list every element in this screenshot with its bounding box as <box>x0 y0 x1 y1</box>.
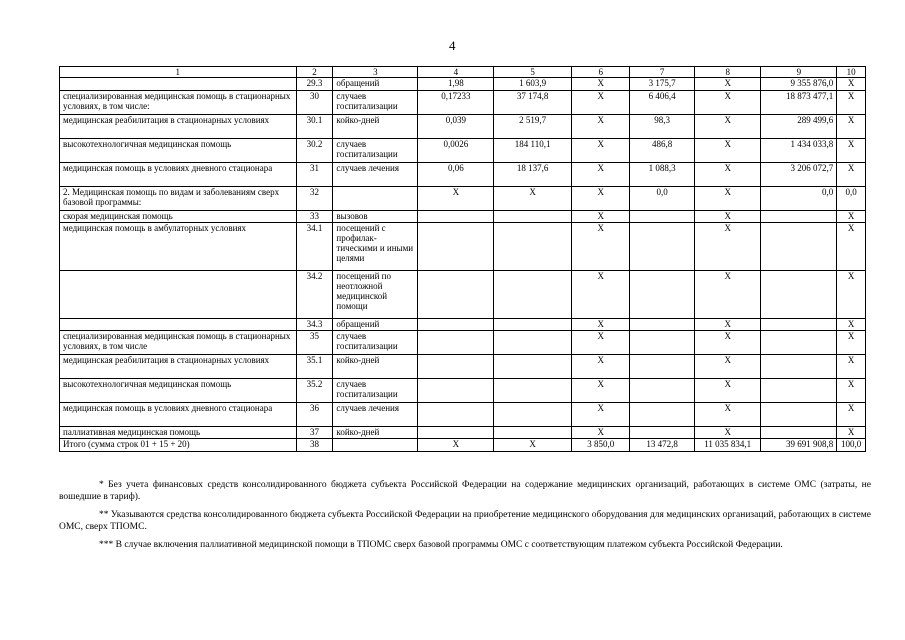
table-cell: X <box>837 211 866 223</box>
table-cell <box>418 355 494 379</box>
row-label-cell: 2. Медицинская помощь по видам и заболеваниям сверх базовой программы: <box>60 187 297 211</box>
table-cell: случаев госпитализации <box>333 379 418 403</box>
row-label-cell: медицинская помощь в условиях дневного стационара <box>60 403 297 427</box>
table-cell: 38 <box>296 439 333 452</box>
table-cell <box>761 271 837 319</box>
table-cell: 39 691 908,8 <box>761 439 837 452</box>
header-cell: 6 <box>572 67 630 78</box>
table-cell: X <box>572 91 630 115</box>
table-cell: X <box>837 427 866 439</box>
table-cell: X <box>837 78 866 91</box>
table-cell: 2 519,7 <box>494 115 572 139</box>
table-cell: X <box>572 187 630 211</box>
table-cell: X <box>572 331 630 355</box>
table-cell <box>494 271 572 319</box>
footnote-3: *** В случае включения паллиативной медицинской помощи в ТПОМС сверх базовой программы ОМС с соответствующим платежом субъекта Российской Федерации. <box>99 540 783 550</box>
table-cell: койко-дней <box>333 427 418 439</box>
footnotes <box>59 479 871 551</box>
table-cell: X <box>572 355 630 379</box>
table-cell: 289 499,6 <box>761 115 837 139</box>
table-cell <box>494 319 572 331</box>
table-cell <box>630 355 695 379</box>
table-cell: X <box>694 115 761 139</box>
row-label-cell <box>60 319 297 331</box>
table-cell: 29.3 <box>296 78 333 91</box>
table-cell: X <box>572 139 630 163</box>
table-cell <box>761 427 837 439</box>
table-cell: X <box>694 427 761 439</box>
table-cell: X <box>694 223 761 271</box>
row-label-cell: высокотехнологичная медицинская помощь <box>60 139 297 163</box>
table-cell: X <box>694 403 761 427</box>
table-row <box>60 379 866 403</box>
row-label-cell: специализированная медицинская помощь в стационарных условиях, в том числе: <box>60 91 297 115</box>
table-cell <box>630 271 695 319</box>
table-cell: 35.1 <box>296 355 333 379</box>
table-cell <box>494 379 572 403</box>
table-cell: вызовов <box>333 211 418 223</box>
table-cell: 33 <box>296 211 333 223</box>
table-cell: X <box>694 319 761 331</box>
header-cell: 8 <box>694 67 761 78</box>
table-cell <box>761 379 837 403</box>
table-cell: 18 137,6 <box>494 163 572 187</box>
table-cell <box>418 331 494 355</box>
table-cell: 32 <box>296 187 333 211</box>
table-cell: X <box>837 115 866 139</box>
header-cell: 4 <box>418 67 494 78</box>
table-cell <box>630 331 695 355</box>
row-label-cell <box>60 271 297 319</box>
table-cell: 37 <box>296 427 333 439</box>
table-cell: 1 603,9 <box>494 78 572 91</box>
table-cell <box>761 355 837 379</box>
table-cell <box>630 319 695 331</box>
table-cell <box>333 187 418 211</box>
table-cell: X <box>572 403 630 427</box>
table-cell: 9 355 876,0 <box>761 78 837 91</box>
table-cell: обращений <box>333 319 418 331</box>
table-cell: X <box>837 91 866 115</box>
table-cell: X <box>418 439 494 452</box>
table-row <box>60 163 866 187</box>
table-cell <box>494 211 572 223</box>
table-cell <box>494 355 572 379</box>
table-cell: посещений по неотложной медицинской помощи <box>333 271 418 319</box>
table-cell <box>494 403 572 427</box>
row-label-cell: паллиативная медицинская помощь <box>60 427 297 439</box>
table-cell <box>418 223 494 271</box>
table-cell: 30.2 <box>296 139 333 163</box>
table-cell: койко-дней <box>333 355 418 379</box>
header-cell: 1 <box>60 67 297 78</box>
table-row <box>60 91 866 115</box>
table-cell: X <box>694 331 761 355</box>
table-cell: X <box>694 379 761 403</box>
table-cell: случаев лечения <box>333 163 418 187</box>
table-cell: X <box>837 271 866 319</box>
table-cell: койко-дней <box>333 115 418 139</box>
table-cell: X <box>837 223 866 271</box>
table-row <box>60 439 866 452</box>
table-cell <box>630 223 695 271</box>
table-cell <box>418 319 494 331</box>
table-cell <box>418 403 494 427</box>
table-cell: X <box>837 379 866 403</box>
table-cell <box>630 403 695 427</box>
table-cell <box>418 379 494 403</box>
header-cell: 9 <box>761 67 837 78</box>
table-cell: X <box>572 211 630 223</box>
table-cell: 30.1 <box>296 115 333 139</box>
row-label-cell: специализированная медицинская помощь в стационарных условиях, в том числе <box>60 331 297 355</box>
table-cell: X <box>572 319 630 331</box>
table-cell <box>761 319 837 331</box>
table-cell: X <box>694 187 761 211</box>
table-cell: X <box>418 187 494 211</box>
table-cell: X <box>837 355 866 379</box>
table-cell <box>761 331 837 355</box>
table-cell: 100,0 <box>837 439 866 452</box>
table-cell <box>494 427 572 439</box>
row-label-cell: высокотехнологичная медицинская помощь <box>60 379 297 403</box>
table-cell: X <box>694 211 761 223</box>
footnote-2: ** Указываются средства консолидированного бюджета субъекта Российской Федерации на приобретение медицинского оборудования для медицинских организаций, работающих в системе ОМС, сверх ТПОМС. <box>59 510 871 532</box>
table-cell: X <box>694 91 761 115</box>
table-cell: случаев госпитализации <box>333 331 418 355</box>
table-cell: X <box>694 271 761 319</box>
table-cell: X <box>694 78 761 91</box>
table-cell: 486,8 <box>630 139 695 163</box>
table-cell: 30 <box>296 91 333 115</box>
table-cell: 3 850,0 <box>572 439 630 452</box>
table-row <box>60 427 866 439</box>
table-cell: X <box>572 223 630 271</box>
table-cell: 35.2 <box>296 379 333 403</box>
row-label-cell: Итого (сумма строк 01 + 15 + 20) <box>60 439 297 452</box>
table-row <box>60 78 866 91</box>
table-cell: 1,98 <box>418 78 494 91</box>
table-cell: случаев лечения <box>333 403 418 427</box>
header-row <box>60 67 866 78</box>
table-cell: X <box>837 139 866 163</box>
table-cell: 184 110,1 <box>494 139 572 163</box>
table-cell <box>494 331 572 355</box>
table-row <box>60 319 866 331</box>
financing-table <box>59 66 866 452</box>
header-cell: 10 <box>837 67 866 78</box>
table-cell <box>418 271 494 319</box>
table-cell: 13 472,8 <box>630 439 695 452</box>
table-cell: 0,0 <box>837 187 866 211</box>
row-label-cell: скорая медицинская помощь <box>60 211 297 223</box>
table-cell: X <box>837 403 866 427</box>
table-cell: X <box>494 439 572 452</box>
table-row <box>60 271 866 319</box>
table-cell: 18 873 477,1 <box>761 91 837 115</box>
table-row <box>60 115 866 139</box>
row-label-cell: медицинская реабилитация в стационарных условиях <box>60 115 297 139</box>
table-row <box>60 403 866 427</box>
table-cell: 11 035 834,1 <box>694 439 761 452</box>
table-cell: 35 <box>296 331 333 355</box>
table-cell: 0,0026 <box>418 139 494 163</box>
table-cell: X <box>837 331 866 355</box>
page-number: 4 <box>449 38 456 53</box>
table-row <box>60 355 866 379</box>
table-cell <box>494 223 572 271</box>
row-label-cell: медицинская реабилитация в стационарных условиях <box>60 355 297 379</box>
table-cell: 1 088,3 <box>630 163 695 187</box>
table-cell: 3 206 072,7 <box>761 163 837 187</box>
header-cell: 2 <box>296 67 333 78</box>
table-row <box>60 187 866 211</box>
table-cell <box>418 211 494 223</box>
table-cell: X <box>694 355 761 379</box>
table-cell: 37 174,8 <box>494 91 572 115</box>
footnote-1: * Без учета финансовых средств консолидированного бюджета субъекта Российской Федерации на содержание медицинских организаций, работающих в системе ОМС (затраты, не вошедшие в тариф). <box>59 480 871 502</box>
table-cell: случаев госпитализации <box>333 139 418 163</box>
table-cell: X <box>837 319 866 331</box>
table-cell: 98,3 <box>630 115 695 139</box>
table-cell <box>761 211 837 223</box>
table-row <box>60 139 866 163</box>
table-cell: посещений с профилак-тическими и иными целями <box>333 223 418 271</box>
table-cell: 0,0 <box>761 187 837 211</box>
table-cell <box>418 427 494 439</box>
header-cell: 7 <box>630 67 695 78</box>
table-row <box>60 331 866 355</box>
row-label-cell: медицинская помощь в амбулаторных условиях <box>60 223 297 271</box>
row-label-cell <box>60 78 297 91</box>
table-row <box>60 211 866 223</box>
header-cell: 3 <box>333 67 418 78</box>
table-cell <box>761 403 837 427</box>
table-cell: 0,0 <box>630 187 695 211</box>
table-row <box>60 223 866 271</box>
table-cell: обращений <box>333 78 418 91</box>
table-cell: 0,039 <box>418 115 494 139</box>
table-cell <box>630 379 695 403</box>
table-cell: X <box>694 139 761 163</box>
table-cell: 6 406,4 <box>630 91 695 115</box>
table-cell: 34.3 <box>296 319 333 331</box>
table-cell: X <box>572 163 630 187</box>
table-cell <box>761 223 837 271</box>
table-cell: X <box>837 163 866 187</box>
table-cell: X <box>694 163 761 187</box>
table-cell: X <box>572 271 630 319</box>
table-cell: 3 175,7 <box>630 78 695 91</box>
table-cell: 0,17233 <box>418 91 494 115</box>
table-cell <box>630 427 695 439</box>
table-cell: 31 <box>296 163 333 187</box>
table-cell: 36 <box>296 403 333 427</box>
table-cell <box>630 211 695 223</box>
table-cell: X <box>494 187 572 211</box>
table-cell: 34.2 <box>296 271 333 319</box>
table-cell: X <box>572 427 630 439</box>
table-cell: X <box>572 379 630 403</box>
table-cell <box>333 439 418 452</box>
header-cell: 5 <box>494 67 572 78</box>
row-label-cell: медицинская помощь в условиях дневного стационара <box>60 163 297 187</box>
table-cell: X <box>572 115 630 139</box>
table-cell: случаев госпитализации <box>333 91 418 115</box>
table-cell: 0,06 <box>418 163 494 187</box>
table-cell: 34.1 <box>296 223 333 271</box>
table-cell: 1 434 033,8 <box>761 139 837 163</box>
table-cell: X <box>572 78 630 91</box>
